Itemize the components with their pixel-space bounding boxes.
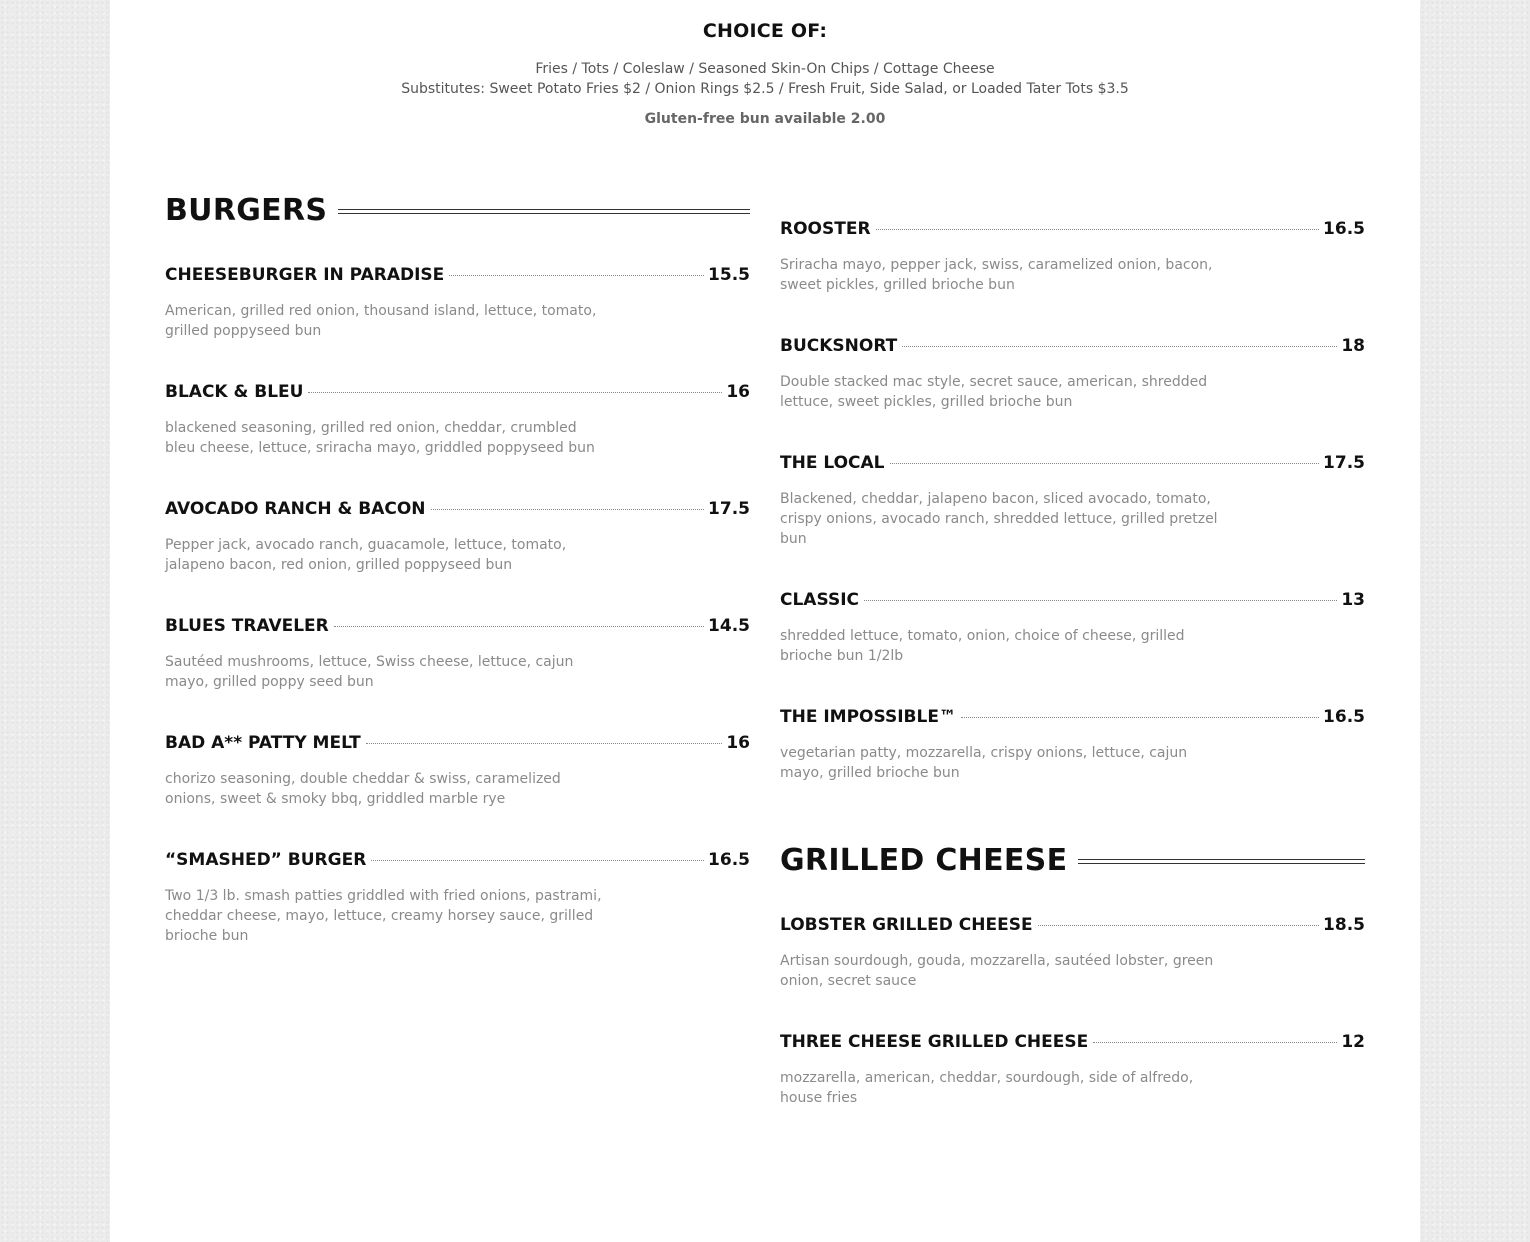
section-divider [1078, 859, 1365, 864]
item-description: Pepper jack, avocado ranch, guacamole, lettuce, tomato, jalapeno bacon, red onion, grilled poppyseed bun [165, 537, 567, 573]
menu-item [780, 590, 1365, 666]
dot-leader [876, 229, 1320, 230]
menu-item [165, 382, 750, 458]
menu-item [165, 733, 750, 809]
menu-item [165, 499, 750, 575]
dot-leader [366, 743, 723, 744]
item-name: CLASSIC [780, 590, 859, 610]
section-title-burgers: BURGERS [165, 193, 328, 228]
item-name: CHEESEBURGER IN PARADISE [165, 265, 445, 285]
item-description: mozzarella, american, cheddar, sourdough, side of alfredo, house fries [780, 1070, 1194, 1106]
grilled-cheese-heading [780, 843, 1365, 878]
item-price: 16 [726, 733, 750, 753]
item-price: 17.5 [708, 499, 750, 519]
menu-item [780, 915, 1365, 991]
item-name: BUCKSNORT [780, 336, 898, 356]
dot-leader [334, 626, 704, 627]
dot-leader [1093, 1042, 1337, 1043]
item-description: Blackened, cheddar, jalapeno bacon, sliced avocado, tomato, crispy onions, avocado ranch, shredded lettuce, grilled pretzel bun [780, 491, 1218, 547]
menu-item [780, 336, 1365, 412]
item-price: 18.5 [1323, 915, 1365, 935]
section-title-grilled-cheese: GRILLED CHEESE [780, 843, 1068, 878]
item-description: American, grilled red onion, thousand island, lettuce, tomato, grilled poppyseed bun [165, 303, 597, 339]
item-description: shredded lettuce, tomato, onion, choice of cheese, grilled brioche bun 1/2lb [780, 628, 1185, 664]
menu-item [780, 707, 1365, 783]
menu-item [165, 616, 750, 692]
substitutes-list: Substitutes: Sweet Potato Fries $2 / Onion Rings $2.5 / Fresh Fruit, Side Salad, or Loaded Tater Tots $3.5 [401, 81, 1129, 97]
dot-leader [902, 346, 1337, 347]
item-name: THREE CHEESE GRILLED CHEESE [780, 1032, 1089, 1052]
item-description: chorizo seasoning, double cheddar & swiss, caramelized onions, sweet & smoky bbq, griddled marble rye [165, 771, 561, 807]
item-name: THE IMPOSSIBLE™ [780, 707, 956, 727]
item-name: ROOSTER [780, 219, 871, 239]
gluten-free-note: Gluten-free bun available 2.00 [644, 111, 886, 127]
item-description: Sautéed mushrooms, lettuce, Swiss cheese, lettuce, cajun mayo, grilled poppy seed bun [165, 654, 574, 690]
item-price: 16 [726, 382, 750, 402]
item-description: Sriracha mayo, pepper jack, swiss, caramelized onion, bacon, sweet pickles, grilled brioche bun [780, 257, 1213, 293]
item-name: BLUES TRAVELER [165, 616, 329, 636]
dot-leader [449, 275, 704, 276]
item-price: 18 [1341, 336, 1365, 356]
dot-leader [1038, 925, 1319, 926]
item-price: 15.5 [708, 265, 750, 285]
menu-item [165, 265, 750, 341]
item-name: “SMASHED” BURGER [165, 850, 367, 870]
item-name: BLACK & BLEU [165, 382, 304, 402]
item-description: Artisan sourdough, gouda, mozzarella, sautéed lobster, green onion, secret sauce [780, 953, 1214, 989]
item-description: blackened seasoning, grilled red onion, cheddar, crumbled bleu cheese, lettuce, sriracha mayo, griddled poppyseed bun [165, 420, 595, 456]
item-price: 16.5 [708, 850, 750, 870]
item-name: LOBSTER GRILLED CHEESE [780, 915, 1033, 935]
item-name: THE LOCAL [780, 453, 885, 473]
item-price: 13 [1341, 590, 1365, 610]
item-description: Double stacked mac style, secret sauce, american, shredded lettuce, sweet pickles, grilled brioche bun [780, 374, 1208, 410]
item-price: 12 [1341, 1032, 1365, 1052]
item-name: BAD A** PATTY MELT [165, 733, 361, 753]
item-description: Two 1/3 lb. smash patties griddled with fried onions, pastrami, cheddar cheese, mayo, lettuce, creamy horsey sauce, grilled brioche bun [165, 888, 602, 944]
item-description: vegetarian patty, mozzarella, crispy onions, lettuce, cajun mayo, grilled brioche bun [780, 745, 1188, 781]
menu-item [165, 850, 750, 946]
item-price: 14.5 [708, 616, 750, 636]
dot-leader [961, 717, 1319, 718]
item-name: AVOCADO RANCH & BACON [165, 499, 426, 519]
dot-leader [431, 509, 705, 510]
dot-leader [308, 392, 722, 393]
item-price: 16.5 [1323, 219, 1365, 239]
sides-list: Fries / Tots / Coleslaw / Seasoned Skin-On Chips / Cottage Cheese [535, 61, 995, 77]
dot-leader [890, 463, 1320, 464]
menu-item [780, 453, 1365, 549]
menu-item [780, 1032, 1365, 1108]
dot-leader [864, 600, 1337, 601]
burgers-heading [165, 193, 750, 228]
item-price: 17.5 [1323, 453, 1365, 473]
section-divider [338, 209, 750, 214]
choice-title: CHOICE OF: [702, 20, 828, 42]
item-price: 16.5 [1323, 707, 1365, 727]
menu-item [780, 219, 1365, 295]
dot-leader [371, 860, 704, 861]
menu-page [110, 0, 1420, 1242]
